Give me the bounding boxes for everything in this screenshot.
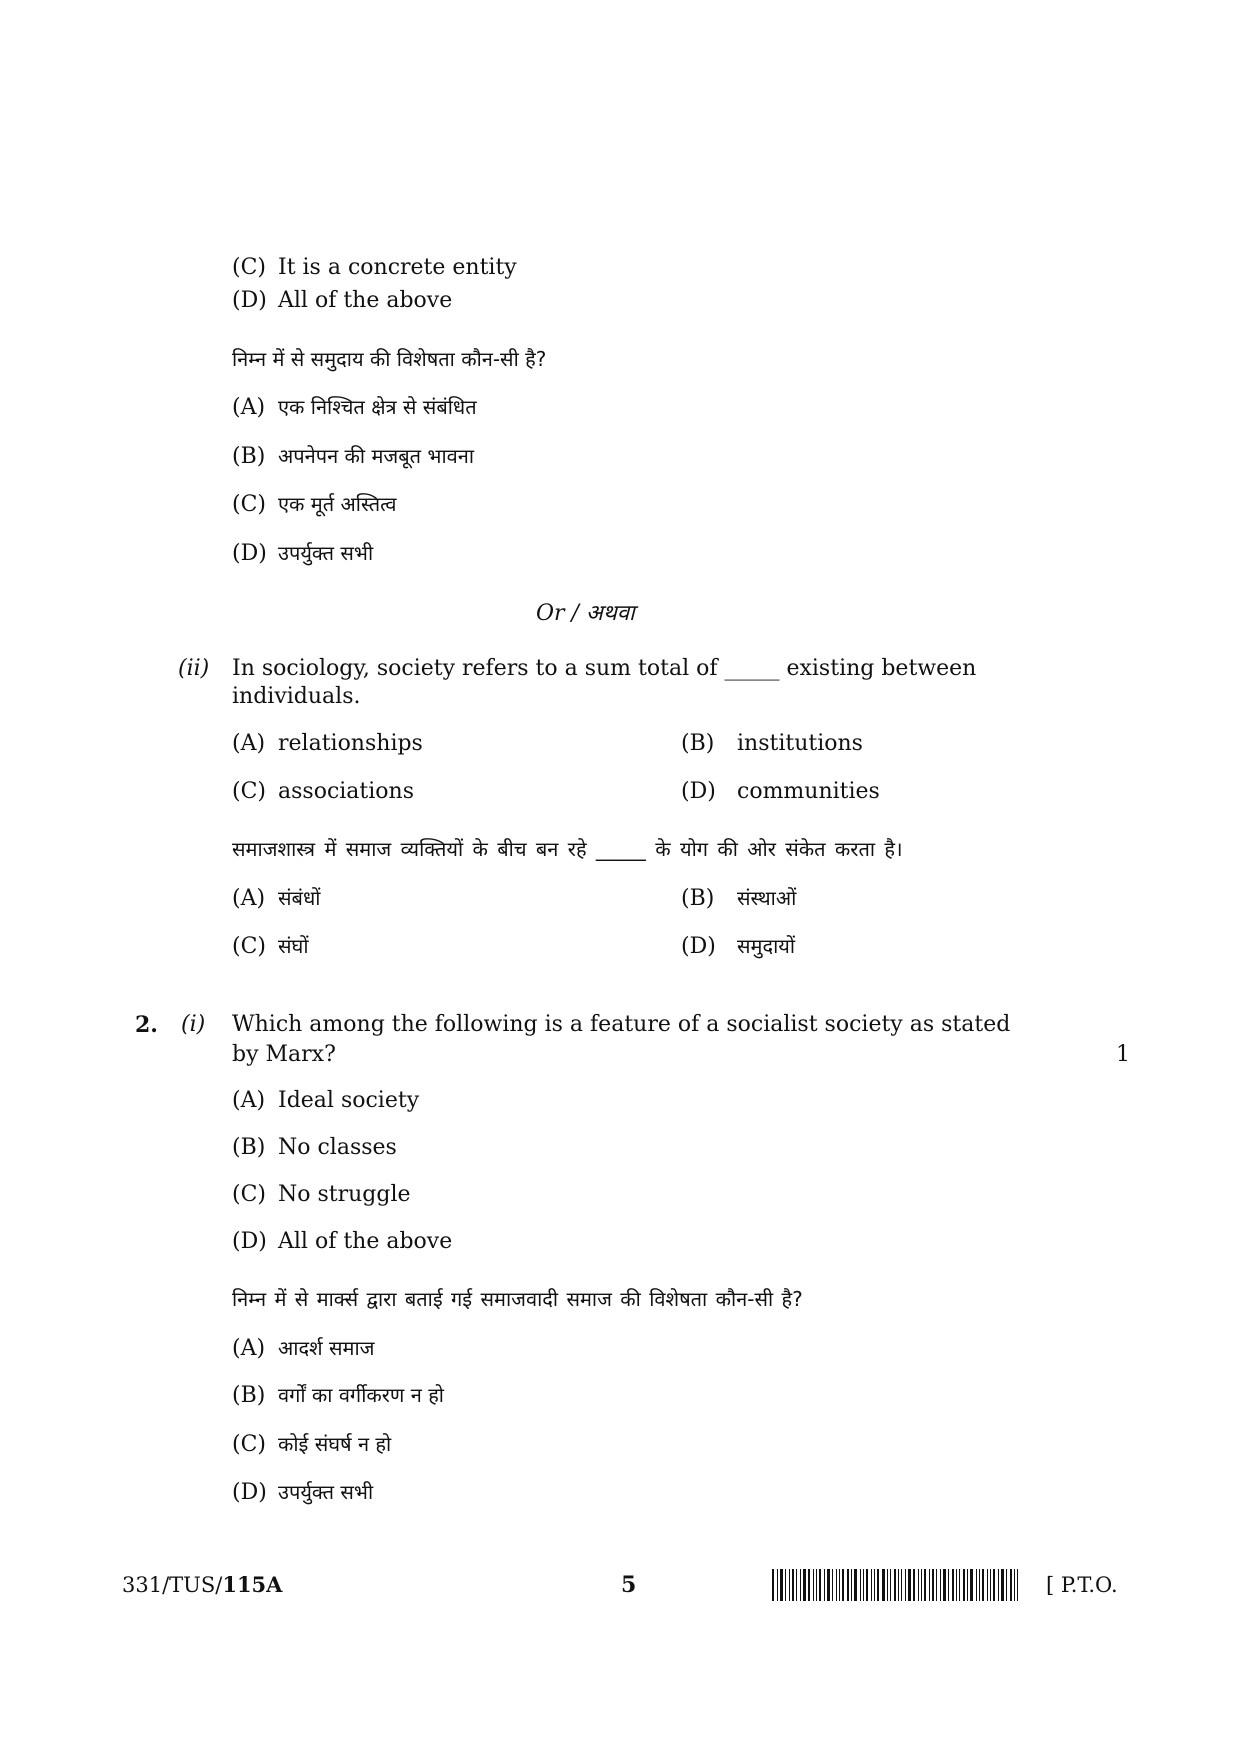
barcode-bar	[921, 1569, 922, 1601]
pto-label: [ P.T.O.	[1046, 1573, 1118, 1597]
barcode-bar	[860, 1569, 861, 1601]
barcode-bar	[800, 1569, 801, 1601]
barcode-bar	[967, 1569, 968, 1601]
q1-ii-option-b-en	[681, 730, 863, 758]
q1-option-c-en	[232, 254, 517, 282]
barcode-bar	[882, 1569, 885, 1601]
option-label: (D)	[232, 1480, 267, 1505]
option-label: (D)	[681, 779, 716, 804]
q1-option-b-hi	[232, 442, 474, 471]
barcode-bar	[998, 1569, 999, 1601]
barcode-bar	[990, 1569, 991, 1601]
option-label: (A)	[232, 1088, 266, 1113]
barcode-bar	[982, 1569, 984, 1601]
barcode-bar	[963, 1569, 965, 1601]
q1-ii-question-en-2: individuals.	[232, 684, 361, 709]
q2-sub-number: (i)	[181, 1012, 206, 1037]
q1-ii-option-d-hi	[681, 932, 795, 961]
barcode-bar	[796, 1569, 797, 1601]
option-label: (A)	[232, 731, 266, 756]
q1-ii-option-c-hi	[232, 932, 309, 961]
option-text: एक मूर्त अस्तित्व	[278, 492, 397, 516]
option-label: (C)	[232, 492, 266, 517]
option-label: (B)	[232, 1135, 266, 1160]
option-label: (D)	[232, 288, 267, 313]
barcode	[772, 1569, 1032, 1601]
barcode-bar	[913, 1569, 915, 1601]
q1-sub-number: (ii)	[178, 656, 210, 681]
option-label: (C)	[232, 779, 266, 804]
barcode-bar	[1006, 1569, 1007, 1601]
barcode-bar	[1010, 1569, 1012, 1601]
option-text: आदर्श समाज	[278, 1336, 375, 1360]
option-text: It is a concrete entity	[278, 255, 517, 280]
q2-option-b-hi	[232, 1381, 444, 1410]
option-text: संबंधों	[278, 886, 321, 910]
barcode-bar	[772, 1569, 774, 1601]
option-label: (B)	[681, 731, 715, 756]
barcode-bar	[854, 1569, 857, 1601]
barcode-bar	[959, 1569, 960, 1601]
option-label: (A)	[232, 1336, 266, 1361]
option-label: (D)	[232, 1229, 267, 1254]
barcode-bar	[940, 1569, 941, 1601]
barcode-bar	[894, 1569, 896, 1601]
option-text: उपर्युक्त सभी	[278, 541, 374, 565]
barcode-bar	[908, 1569, 911, 1601]
option-text: All of the above	[278, 288, 453, 313]
barcode-bar	[832, 1569, 833, 1601]
q1-ii-option-a-en	[232, 730, 423, 758]
option-text: संघों	[278, 934, 309, 958]
q1-ii-option-c-en	[232, 778, 414, 806]
paper-code-set: 115A	[222, 1572, 283, 1597]
option-label: (A)	[232, 886, 266, 911]
barcode-bar	[836, 1569, 837, 1601]
barcode-bar	[851, 1569, 852, 1601]
barcode-bar	[824, 1569, 825, 1601]
option-label: (B)	[681, 886, 715, 911]
barcode-bar	[816, 1569, 817, 1601]
barcode-bar	[979, 1569, 980, 1601]
barcode-bar	[874, 1569, 875, 1601]
barcode-bar	[993, 1569, 995, 1601]
option-label: (B)	[232, 444, 266, 469]
q2-option-c-hi	[232, 1430, 391, 1459]
barcode-bar	[905, 1569, 906, 1601]
barcode-bar	[932, 1569, 934, 1601]
barcode-bar	[866, 1569, 868, 1601]
q1-question-hi: निम्न में से समुदाय की विशेषता कौन-सी है?	[232, 347, 547, 371]
barcode-bar	[936, 1569, 937, 1601]
barcode-bar	[970, 1569, 973, 1601]
paper-code-prefix: 331/TUS/	[122, 1573, 223, 1597]
option-label: (D)	[681, 934, 716, 959]
barcode-bar	[924, 1569, 926, 1601]
option-text: communities	[737, 779, 880, 804]
option-text: संस्थाओं	[737, 886, 797, 910]
or-divider: Or / अथवा	[536, 601, 635, 626]
barcode-bar	[813, 1569, 814, 1601]
q1-option-c-hi	[232, 490, 397, 519]
option-label: (C)	[232, 255, 266, 280]
option-label: (A)	[232, 395, 266, 420]
q1-ii-question-hi: समाजशास्त्र में समाज व्यक्तियों के बीच बन रहे _____ के योग की ओर संकेत करता है।	[232, 837, 903, 861]
barcode-bar	[827, 1569, 830, 1601]
barcode-bar	[890, 1569, 891, 1601]
barcode-bar	[877, 1569, 879, 1601]
barcode-bar	[976, 1569, 977, 1601]
option-text: Ideal society	[278, 1088, 420, 1113]
option-text: अपनेपन की मजबूत भावना	[278, 444, 475, 468]
q1-option-d-en	[232, 287, 452, 315]
barcode-bar	[863, 1569, 864, 1601]
option-text: relationships	[278, 731, 423, 756]
option-text: No classes	[278, 1135, 397, 1160]
q1-option-d-hi	[232, 539, 373, 568]
footer-paper-code	[122, 1571, 282, 1599]
option-label: (D)	[232, 541, 267, 566]
q1-ii-option-a-hi	[232, 884, 320, 913]
barcode-bar	[948, 1569, 949, 1601]
page-number: 5	[621, 1572, 637, 1598]
barcode-bar	[803, 1569, 806, 1601]
barcode-bar	[842, 1569, 844, 1601]
q2-question-en-2: by Marx?	[232, 1042, 336, 1067]
barcode-bar	[780, 1569, 783, 1601]
barcode-bar	[1001, 1569, 1004, 1601]
q2-option-c-en	[232, 1181, 411, 1209]
barcode-bar	[1014, 1569, 1015, 1601]
option-text: वर्गों का वर्गीकरण न हो	[278, 1383, 444, 1407]
barcode-bar	[898, 1569, 899, 1601]
barcode-bar	[871, 1569, 872, 1601]
barcode-bar	[819, 1569, 821, 1601]
option-label: (B)	[232, 1383, 266, 1408]
barcode-bar	[792, 1569, 794, 1601]
option-text: उपर्युक्त सभी	[278, 1480, 374, 1504]
q1-ii-question-en-1: In sociology, society refers to a sum total of _____ existing between	[232, 656, 977, 681]
q2-number: 2.	[135, 1012, 158, 1038]
barcode-bar	[839, 1569, 840, 1601]
option-label: (C)	[232, 934, 266, 959]
barcode-bar	[808, 1569, 810, 1601]
option-text: All of the above	[278, 1229, 453, 1254]
q2-question-en-1: Which among the following is a feature of a socialist society as stated	[232, 1012, 1011, 1037]
q1-ii-option-b-hi	[681, 884, 796, 913]
q2-question-hi: निम्न में से मार्क्स द्वारा बताई गई समाजवादी समाज की विशेषता कौन-सी है?	[232, 1287, 803, 1311]
option-text: No struggle	[278, 1182, 411, 1207]
option-label: (C)	[232, 1432, 266, 1457]
barcode-bar	[789, 1569, 790, 1601]
barcode-bar	[956, 1569, 957, 1601]
barcode-bar	[987, 1569, 988, 1601]
q1-option-a-hi	[232, 393, 477, 422]
barcode-bar	[1017, 1569, 1018, 1601]
option-text: कोई संघर्ष न हो	[278, 1432, 392, 1456]
q2-option-a-hi	[232, 1334, 375, 1363]
barcode-bar	[901, 1569, 902, 1601]
barcode-bar	[777, 1569, 778, 1601]
barcode-bar	[952, 1569, 954, 1601]
q2-option-b-en	[232, 1134, 397, 1162]
option-text: समुदायों	[737, 934, 796, 958]
q2-option-d-en	[232, 1228, 452, 1256]
q2-option-d-hi	[232, 1478, 373, 1507]
barcode-bar	[943, 1569, 946, 1601]
barcode-bar	[785, 1569, 786, 1601]
option-text: एक निश्चित क्षेत्र से संबंधित	[278, 395, 477, 419]
q1-ii-option-d-en	[681, 778, 880, 806]
option-label: (C)	[232, 1182, 266, 1207]
option-text: associations	[278, 779, 414, 804]
barcode-bar	[929, 1569, 930, 1601]
q2-marks: 1	[1116, 1042, 1130, 1067]
barcode-bar	[918, 1569, 919, 1601]
barcode-bar	[847, 1569, 849, 1601]
option-text: institutions	[737, 731, 863, 756]
q2-option-a-en	[232, 1087, 419, 1115]
barcode-bar	[887, 1569, 888, 1601]
